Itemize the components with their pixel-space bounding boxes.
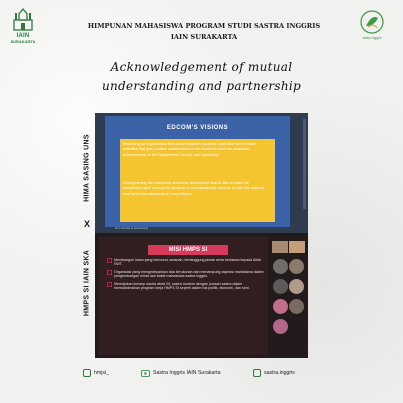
side-label-top [80,125,94,210]
instagram-icon [253,369,261,377]
mission-text: Organisasi yang mengedepankan tata kerukunan dan menampung aspirasi mahasiswa dalam pengembangan minat dan bakat mahasiswa sastra inggris. [114,269,264,279]
page-subtitle: IAIN SURAKARTA [170,33,238,41]
participant-avatar[interactable] [273,319,288,334]
logo-city: SURAKARTA [10,39,36,44]
mission-text: Membangun insan yang bermoral, amanah, berlanggung jawab serta bertakwa kepada Allah SWT. [114,258,262,267]
participant-grid [270,237,306,355]
instagram-icon [83,369,91,377]
meeting-screenshot-missions [95,233,308,358]
checkbox-icon [107,258,112,263]
social-footer [83,367,323,379]
participant-avatar[interactable] [273,299,288,314]
visions-slide [105,116,290,227]
side-label-separator: X [83,219,90,229]
missions-heading: MISI HMPS SI [148,245,228,255]
instagram-handle-2: sastra.inggris [264,370,295,376]
page-title: HIMPUNAN MAHASISWA PROGRAM STUDI SASTRA INGGRIS [87,22,321,30]
instagram-handle-1: hmjsi_ [94,370,109,376]
meeting-screenshot-visions [95,113,308,233]
checkbox-icon [107,270,112,275]
side-label-top-text: HIMA SASING UNS [83,133,91,202]
mission-item [106,258,266,267]
mission-item [106,270,266,279]
footer-youtube[interactable] [141,367,220,379]
side-label-bottom-text: HMPS SI IAIN SKA [83,249,91,316]
logo-right-text: sastra inggris [362,36,382,40]
script-title-line1: Acknowledgement of mutual [110,60,293,74]
mosque-icon [12,8,34,32]
participant-avatar[interactable] [289,279,304,294]
participant-avatar[interactable] [289,299,304,314]
visions-box [120,139,275,222]
participant-video[interactable] [272,241,288,253]
participant-avatar[interactable] [273,279,288,294]
sastra-inggris-logo [357,10,387,48]
logo-institution: IAIN [16,33,30,39]
scrollbar[interactable] [303,119,306,209]
checkbox-icon [107,282,112,287]
missions-slide [98,237,268,355]
leaf-emblem-icon [360,10,384,34]
side-label-bottom [80,240,94,325]
vision-paragraph-1: Becoming an organization that accommodates students' aspiration and creative activities that give positive contributions to the academic and non-academic achievements of the Department, Faculty, and University. [123,142,257,157]
presenter-caption: Uun Gunita is presenting [115,226,149,230]
vision-paragraph-2: Strengthening the conducive academic atmosphere that is able to raise the competitive spirit among the students to enthusiastically achieve in both the national-level and international-level competitions. [123,181,266,196]
mission-text: Memajukan konsep sastra abad 20, sastra modern dengan jurusan sastra dalam memaksimalkan program kerja HMPS SI seperti dalam hal politik, ekonomi, dan seni. [114,281,250,291]
mission-item [106,282,266,291]
visions-heading: EDCOM'S VISIONS [166,125,229,131]
iain-logo [8,8,38,48]
footer-instagram-1[interactable] [83,367,109,379]
script-title-line2: understanding and partnership [101,79,302,93]
youtube-channel: Sastra Inggris IAIN Surakarta [153,370,221,376]
participant-video[interactable] [289,241,305,253]
participant-avatar[interactable] [273,259,288,274]
participant-avatar[interactable] [289,259,304,274]
missions-list [106,258,266,293]
youtube-icon [141,370,150,377]
footer-instagram-2[interactable] [253,367,295,379]
